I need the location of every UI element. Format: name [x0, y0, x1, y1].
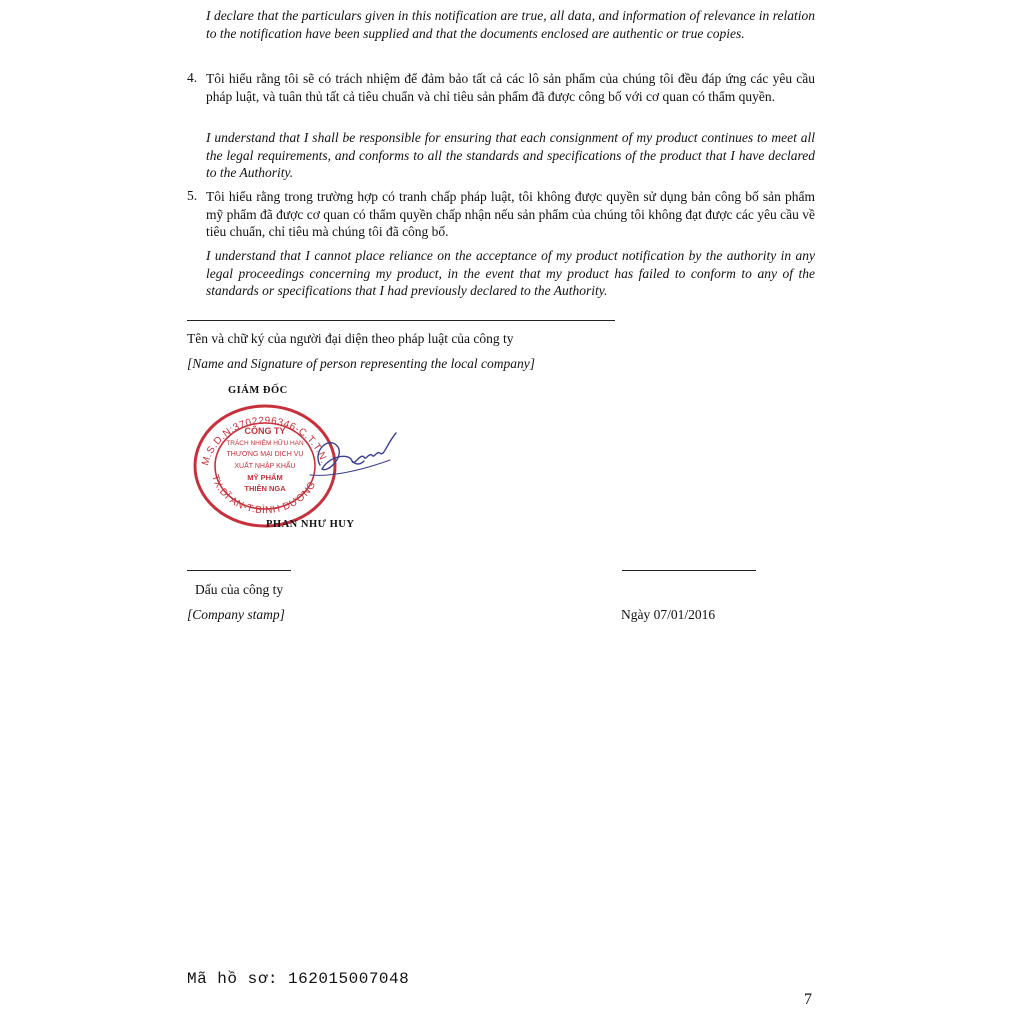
stamp-ring-bottom: TX.DĨ AN-T.BÌNH DƯƠNG	[208, 473, 319, 517]
stamp-rule	[187, 570, 291, 571]
page-number: 7	[804, 991, 812, 1008]
date-label: Ngày 07/01/2016	[621, 607, 716, 622]
signature-rule	[187, 320, 615, 321]
item-5-number: 5.	[187, 188, 198, 203]
stamp-line-2: TRÁCH NHIỆM HỮU HẠN	[226, 440, 304, 447]
item-4-number: 4.	[187, 70, 198, 85]
date-rule	[622, 570, 756, 571]
stamp-line-6: THIÊN NGA	[244, 484, 286, 493]
stamp-line-4: XUẤT NHẬP KHẨU	[234, 463, 296, 470]
director-name: PHAN NHƯ HUY	[266, 519, 355, 530]
item-5-en: I understand that I cannot place reliance on the acceptance of my product notification by the authority in any legal proceedings concerning my product, in the event that my product has failed to conform to any of the standards or specifications that I had previously declared to the Authority.	[206, 248, 815, 298]
signature-label-en: [Name and Signature of person representing the local company]	[187, 356, 535, 371]
director-title: GIÁM ĐỐC	[228, 385, 288, 396]
stamp-ring-top: M.S.D.N:3702296346-C.T.T.N.	[200, 415, 330, 467]
item-5-vi: Tôi hiểu rằng trong trường hợp có tranh chấp pháp luật, tôi không được quyền sử dụng bản công bố sản phẩm mỹ phẩm đã được cơ quan có thẩm quyền chấp nhận nếu sản phẩm của chúng tôi không đạt được các yêu cầu về tiêu chuẩn, chỉ tiêu mà chúng tôi đã công bố.	[206, 189, 815, 239]
stamp-label-en: [Company stamp]	[187, 607, 285, 622]
stamp-label-vi: Dấu của công ty	[195, 582, 284, 597]
item-4-en: I understand that I shall be responsible for ensuring that each consignment of my product continues to meet all the legal requirements, and conforms to all the standards and specifications of the product that I have declared to the Authority.	[206, 130, 815, 180]
stamp-line-3: THƯƠNG MẠI DỊCH VỤ	[226, 451, 304, 458]
signature-scribble-icon	[290, 405, 410, 490]
signature-label-vi: Tên và chữ ký của người đại diện theo pháp luật của công ty	[187, 331, 514, 346]
file-code: Mã hồ sơ: 162015007048	[187, 970, 410, 988]
stamp-line-1: CÔNG TY	[244, 426, 286, 436]
item-4-vi: Tôi hiểu rằng tôi sẽ có trách nhiệm để đảm bảo tất cả các lô sản phẩm của chúng tôi đều đáp ứng các yêu cầu pháp luật, và tuân thủ tất cả tiêu chuẩn và chỉ tiêu sản phẩm đã được công bố với cơ quan có thẩm quyền.	[206, 71, 815, 104]
stamp-line-5: MỸ PHẨM	[247, 473, 283, 482]
declaration-3-en: I declare that the particulars given in this notification are true, all data, and information of relevance in relation to the notification have been supplied and that the documents enclosed are authentic or true copies.	[206, 8, 815, 41]
